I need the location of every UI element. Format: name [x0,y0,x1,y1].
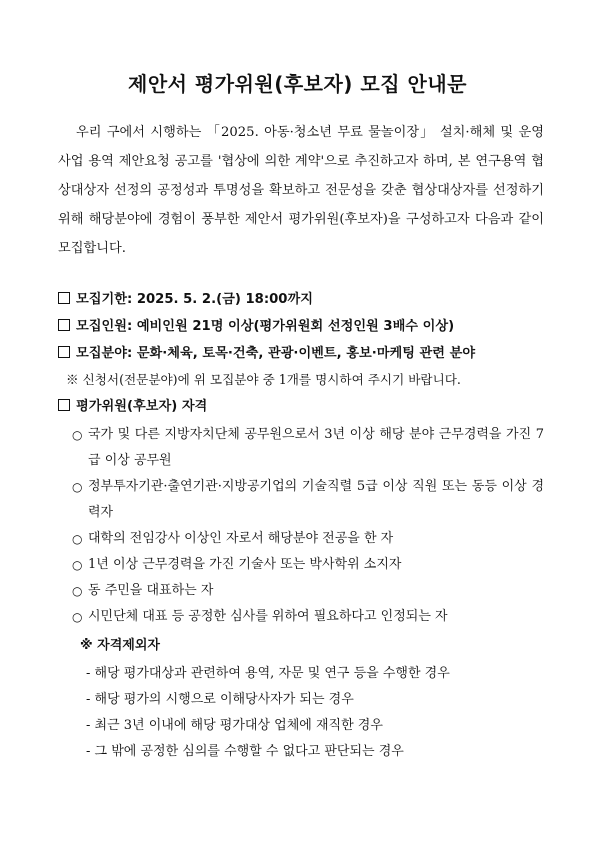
qualification-item: ○ 시민단체 대표 등 공정한 심사를 위하여 필요하다고 인정되는 자 [72,604,544,630]
checkbox-square-icon [58,292,70,304]
exclusion-item: - 최근 3년 이내에 해당 평가대상 업체에 재직한 경우 [86,718,383,733]
qualification-item: ○ 동 주민을 대표하는 자 [72,578,544,604]
checkbox-square-icon [58,399,70,411]
section-personnel [58,317,548,337]
section-field [58,344,548,364]
section-qualification [58,397,548,417]
personnel-text: 모집인원: 예비인원 21명 이상(평가위원회 선정인원 3배수 이상) [76,319,455,334]
circle-bullet-icon: ○ [72,610,83,624]
deadline-text: 모집기한: 2025. 5. 2.(금) 18:00까지 [76,292,313,307]
circle-bullet-icon: ○ [72,428,83,442]
qualification-item: ○ 국가 및 다른 지방자치단체 공무원으로서 3년 이상 해당 분야 근무경력을 가진 7급 이상 공무원 [72,422,544,474]
page-title: 제안서 평가위원(후보자) 모집 안내문 [128,72,467,96]
exclusion-item: - 해당 평가의 시행으로 이해당사자가 되는 경우 [86,692,354,707]
circle-bullet-icon: ○ [72,532,83,546]
exclusion-heading: ※ 자격제외자 [80,638,160,653]
field-note: ※ 신청서(전문분야)에 위 모집분야 중 1개를 명시하여 주시기 바랍니다. [66,372,461,387]
section-deadline [58,290,548,310]
exclusion-item: - 해당 평가대상과 관련하여 용역, 자문 및 연구 등을 수행한 경우 [86,666,450,681]
qualification-item: ○ 대학의 전임강사 이상인 자로서 해당분야 전공을 한 자 [72,526,544,552]
circle-bullet-icon: ○ [72,480,83,494]
exclusion-item: - 그 밖에 공정한 심의를 수행할 수 없다고 판단되는 경우 [86,744,404,759]
checkbox-square-icon [58,346,70,358]
qualification-item: ○ 1년 이상 근무경력을 가진 기술사 또는 박사학위 소지자 [72,552,544,578]
qualification-item: ○ 정부투자기관·출연기관·지방공기업의 기술직렬 5급 이상 직원 또는 동등 이상 경력자 [72,474,544,526]
checkbox-square-icon [58,319,70,331]
field-text: 모집분야: 문화·체육, 토목·건축, 관광·이벤트, 홍보·마케팅 관련 분야 [76,346,476,361]
qualification-heading: 평가위원(후보자) 자격 [76,399,208,414]
circle-bullet-icon: ○ [72,558,83,572]
circle-bullet-icon: ○ [72,584,83,598]
intro-paragraph: 우리 구에서 시행하는 「2025. 아동·청소년 무료 물놀이장」 설치·해체 및 운영 사업 용역 제안요청 공고를 '협상에 의한 계약'으로 추진하고자 하며, 본 연구용역 협상대상자 선정의 공정성과 투명성을 확보하고 전문성을 갖춘 협상대상자를 선정하기 위해 해당분야에 경험이 풍부한 제안서 평가위원(후보자)을 구성하고자 다음과 같이 모집합니다. [58,125,544,256]
